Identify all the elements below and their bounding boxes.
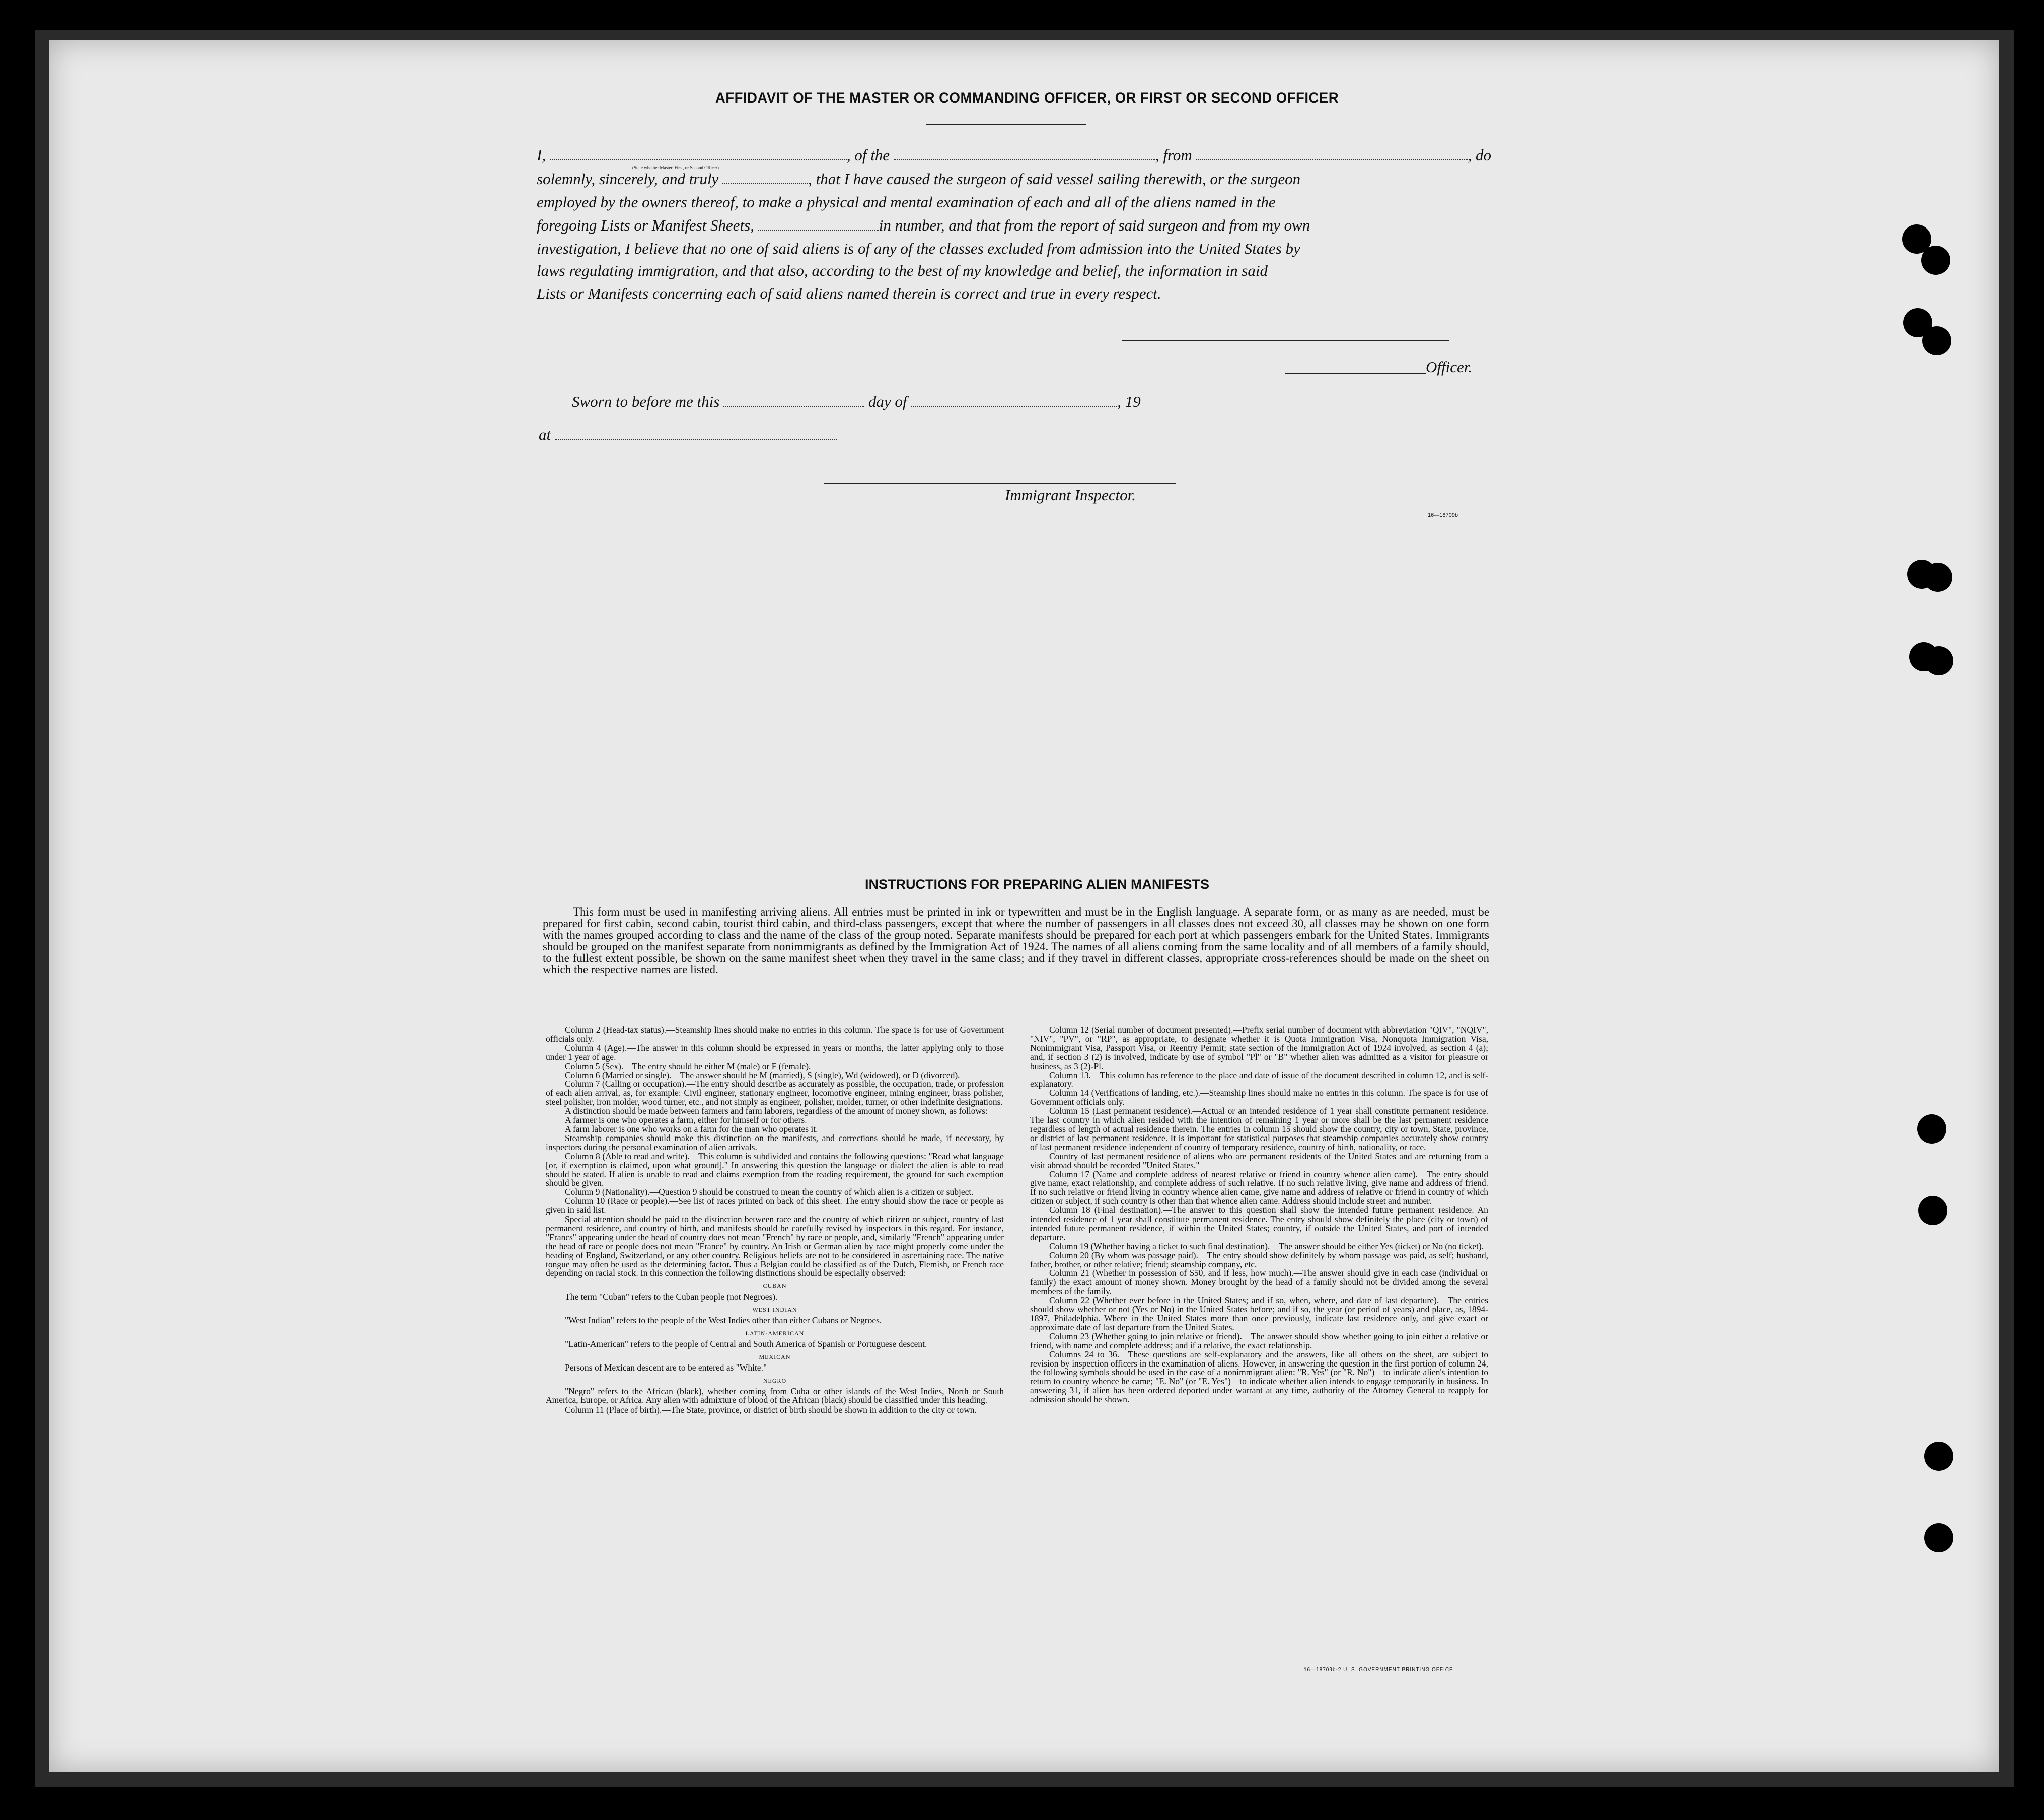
instruction-paragraph: Column 22 (Whether ever before in the United States; and if so, when, where, and date of last departure).—The entries should show whether or not (Yes or No) in the United States before; and if so, the year (or period of years) and place, as, 1894-1897, Philadelphia. Where in the United States more than once previously, indicate last residence only, and give exact or approximate date of last departure from the United States. bbox=[1030, 1295, 1488, 1332]
instruction-paragraph: Column 4 (Age).—The answer in this column should be expressed in years or months, the latter applying only to those under 1 year of age. bbox=[546, 1042, 1004, 1062]
punch-hole bbox=[1924, 646, 1953, 675]
port-from-field[interactable] bbox=[1196, 149, 1468, 160]
instruction-paragraph: Special attention should be paid to the distinction between race and the country of which citizen or subject, country of last permanent residence, and country of birth, and manifests should be carefully revised by inspectors in this regard. For instance, "Francs" appearing under the head of country does not mean "French" by race or people, and, similarly "French" appearing under the head of race or people does not mean "France" by country. An Irish or German alien by race might properly come under the heading of England, Switzerland, or any other country. Religious beliefs are not to be considered in ascertaining race. The native tongue may often be used as the determining factor. Thus a Belgian could be classified as of the Dutch, Flemish, or French race depending on racial stock. In this connection the following distinctions should be especially observed: bbox=[546, 1214, 1004, 1278]
officer-rank-note: (State whether Master, First, or Second Officer) bbox=[632, 165, 719, 170]
sworn-month-field[interactable] bbox=[911, 396, 1117, 407]
punch-hole bbox=[1924, 1442, 1953, 1471]
officer-title-line[interactable] bbox=[1285, 373, 1426, 374]
affidavit-line-1: I, , of the , from , do bbox=[537, 146, 1491, 164]
punch-hole bbox=[1922, 326, 1951, 355]
affidavit-line-5: investigation, I believe that no one of said aliens is of any of the classes excluded from admission into the United States by bbox=[537, 240, 1300, 257]
at-line: at bbox=[539, 426, 837, 444]
race-definition: "West Indian" refers to the people of the West Indies other than either Cubans or Negroes. bbox=[565, 1315, 882, 1326]
affidavit-form-number: 16—18709b bbox=[1428, 512, 1458, 518]
race-heading: NEGRO bbox=[763, 1377, 787, 1384]
affidavit-title: AFFIDAVIT OF THE MASTER OR COMMANDING OFFICER, OR FIRST OR SECOND OFFICER bbox=[715, 90, 1339, 106]
instruction-paragraph: Column 7 (Calling or occupation).—The entry should describe as accurately as possible, the occupation, trade, or profession of each alien arrival, as, for example: Civil engineer, stationary engineer, locomotive engineer, mining engineer, brass polisher, steel polisher, iron molder, wood turner, etc., and not simply as engineer, polisher, molder, turner, or other indefinite designations. bbox=[546, 1079, 1004, 1107]
instruction-paragraph: Country of last permanent residence of aliens who are permanent residents of the United States and are returning from a visit abroad should be recorded "United States." bbox=[1030, 1151, 1488, 1170]
affidavit-line-6: laws regulating immigration, and that also, according to the best of my knowledge and belief, the information in said bbox=[537, 262, 1268, 279]
race-heading: CUBAN bbox=[763, 1282, 787, 1290]
instruction-paragraph: Column 12 (Serial number of document presented).—Prefix serial number of document with abbreviation "QIV", "NQIV", "NIV", "PV", or "RP", as appropriate, to designate whether it is Quota Immigration Visa, Nonquota Immigration Visa, Nonimmigrant Visa, Passport Visa, or Reentry Permit; state section of the Immigration Act of 1924 involved, as section 4 (a); and, if section 3 (2) is involved, indicate by use of symbol "Pl" or "B" whether alien was admitted as a visitor for pleasure or business, as 3 (2)-Pl. bbox=[1030, 1025, 1488, 1071]
sworn-day-field[interactable] bbox=[723, 396, 864, 407]
instructions-intro: This form must be used in manifesting arriving aliens. All entries must be printed in ink or typewritten and must be in the English language. A separate form, or as many as are needed, must be prepared for first cabin, second cabin, tourist third cabin, and third-class passengers, except that where the number of passengers in all classes does not exceed 30, all classes may be shown on one form with the names grouped according to class and the name of the class of the group noted. Separate manifests should be prepared for each port at which passengers embark for the United States. Immigrants should be grouped on the manifest separate from nonimmigrants as defined by the Immigration Act of 1924. The names of all aliens coming from the same locality and of all members of a family should, to the fullest extent possible, be shown on the same manifest sheet when they travel in the same class; and if they travel in different classes, appropriate cross-references should be made on the sheet on which the respective names are listed. bbox=[543, 905, 1489, 976]
sworn-line: Sworn to before me this day of , 19 bbox=[572, 393, 1141, 410]
instructions-title: INSTRUCTIONS FOR PREPARING ALIEN MANIFESTS bbox=[864, 877, 1210, 892]
instruction-paragraph: A distinction should be made between farmers and farm laborers, regardless of the amount of money shown, as follows: bbox=[565, 1106, 988, 1116]
instruction-paragraph: Steamship companies should make this distinction on the manifests, and corrections should be made, if necessary, by inspectors during the personal examination of alien arrivals. bbox=[546, 1132, 1004, 1152]
punch-hole bbox=[1921, 246, 1950, 275]
affidavit-line-7: Lists or Manifests concerning each of said aliens named therein is correct and true in every respect. bbox=[537, 285, 1161, 302]
sworn-place-field[interactable] bbox=[555, 429, 837, 440]
instruction-paragraph: Column 19 (Whether having a ticket to such final destination).—The answer should be either Yes (ticket) or No (no ticket). bbox=[1049, 1241, 1484, 1251]
affidavit-line-4: foregoing Lists or Manifest Sheets, in number, and that from the report of said surgeon and from my own bbox=[537, 216, 1310, 234]
sheets-count-field[interactable] bbox=[758, 219, 879, 231]
vessel-name-field[interactable] bbox=[894, 149, 1155, 160]
instruction-paragraph: Column 2 (Head-tax status).—Steamship lines should make no entries in this column. The space is for use of Government officials only. bbox=[546, 1025, 1004, 1044]
instruction-paragraph: A farm laborer is one who works on a farm for the man who operates it. bbox=[565, 1123, 818, 1134]
instructions-left-column bbox=[546, 1026, 1004, 1415]
instruction-paragraph: Column 14 (Verifications of landing, etc.).—Steamship lines should make no entries in this column. The space is for use of Government officials only. bbox=[1030, 1088, 1488, 1107]
instructions-right-column bbox=[1030, 1026, 1488, 1404]
instruction-paragraph: Column 15 (Last permanent residence).—Actual or an intended residence of 1 year shall constitute permanent residence. The last country in which alien resided with the intention of remaining 1 year or more shall be the last permanent residence regardless of length of actual residence therein. The entries in column 15 should show the country, city or town, State, province, or district of last permanent residence. It is important for statistical purposes that steamship companies accurately show country of last permanent residence independent of country of temporary residence, country of birth, nationality, or race. bbox=[1030, 1106, 1488, 1152]
race-definition: Persons of Mexican descent are to be entered as "White." bbox=[565, 1362, 767, 1373]
instruction-paragraph: Column 23 (Whether going to join relative or friend).—The answer should show whether going to join either a relative or friend, with name and complete address; and if a relative, the exact relationship. bbox=[1030, 1331, 1488, 1350]
instruction-paragraph: Column 21 (Whether in possession of $50, and if less, how much).—The answer should give in each case (individual or family) the exact amount of money shown. Money brought by the head of a family should not be divided among the several members of the family. bbox=[1030, 1268, 1488, 1297]
instruction-paragraph: Column 6 (Married or single).—The answer should be M (married), S (single), Wd (widowed), or D (divorced). bbox=[565, 1070, 960, 1080]
punch-hole bbox=[1918, 1196, 1947, 1225]
officer-label: Officer. bbox=[1426, 358, 1473, 376]
instruction-paragraph: Column 5 (Sex).—The entry should be either M (male) or F (female). bbox=[565, 1060, 811, 1071]
race-definition: The term "Cuban" refers to the Cuban people (not Negroes). bbox=[565, 1292, 778, 1302]
race-heading: LATIN-AMERICAN bbox=[745, 1330, 805, 1337]
race-heading: WEST INDIAN bbox=[752, 1306, 797, 1314]
race-definition: "Latin-American" refers to the people of Central and South America of Spanish or Portuguese descent. bbox=[565, 1338, 927, 1349]
instruction-paragraph: Column 9 (Nationality).—Question 9 should be construed to mean the country of which alien is a citizen or subject. bbox=[565, 1187, 974, 1197]
inspector-signature-line[interactable] bbox=[824, 483, 1176, 484]
title-rule bbox=[926, 124, 1086, 125]
affidavit-line-2: solemnly, sincerely, and truly , that I have caused the surgeon of said vessel sailing therewith, or the surgeon bbox=[537, 170, 1301, 188]
printing-office-footer: 16—18709b-2 U. S. GOVERNMENT PRINTING OFFICE bbox=[1304, 1667, 1453, 1673]
inspector-label: Immigrant Inspector. bbox=[1005, 486, 1136, 504]
officer-signature-line[interactable] bbox=[1122, 340, 1449, 341]
instruction-paragraph: Column 18 (Final destination).—The answer to this question shall show the intended future permanent residence. An intended residence of 1 year shall constitute permanent residence. The entry should show definitely the place (city or town) of intended future permanent residence, if within the United States; country, if outside the United States, and port of intended departure. bbox=[1030, 1205, 1488, 1242]
race-heading: MEXICAN bbox=[759, 1353, 791, 1360]
instruction-paragraph: Column 10 (Race or people).—See list of races printed on back of this sheet. The entry should show the race or people as given in said list. bbox=[546, 1196, 1004, 1216]
officer-rank-field[interactable] bbox=[550, 149, 847, 160]
instruction-paragraph: Column 11 (Place of birth).—The State, province, or district of birth should be shown in addition to the city or town. bbox=[565, 1405, 977, 1415]
instruction-paragraph: Columns 24 to 36.—These questions are self-explanatory and the answers, like all others on the sheet, are subject to revision by inspection officers in the examination of aliens. However, in answering the question in the first portion of column 24, the following symbols should be used in the case of a nonimmigrant alien: "R. Yes" (or "R. No")—to indicate alien's intention to return to country whence he came; "E. No" (or "E. Yes")—to indicate whether alien intends to engage temporarily in business. In answering 31, if alien has been ordered deported under warrant at any time, authority of the Attorney General to reapply for admission should be shown. bbox=[1030, 1349, 1488, 1405]
instruction-paragraph: Column 8 (Able to read and write).—This column is subdivided and contains the following questions: "Read what language [or, if exemption is claimed, upon what ground]." In answering this question the language or dialect the alien is able to read should be stated. If alien is unable to read and claims exemption from the reading requirement, the ground for such exemption should be given. bbox=[546, 1151, 1004, 1188]
affidavit-line-3: employed by the owners thereof, to make a physical and mental examination of each and all of the aliens named in the bbox=[537, 193, 1276, 211]
punch-hole bbox=[1923, 563, 1952, 592]
punch-hole bbox=[1917, 1114, 1946, 1144]
instruction-paragraph: Column 13.—This column has reference to the place and date of issue of the document described in column 12, and is self-explanatory. bbox=[1030, 1070, 1488, 1089]
punch-hole bbox=[1924, 1523, 1953, 1552]
instruction-paragraph: Column 20 (By whom was passage paid).—The entry should show definitely by whom passage was paid, as self; husband, father, brother, or other relative; friend; steamship company, etc. bbox=[1030, 1250, 1488, 1269]
blank-field[interactable] bbox=[722, 173, 808, 184]
race-definition: "Negro" refers to the African (black), whether coming from Cuba or other islands of the West Indies, North or South America, Europe, or Africa. Any alien with admixture of blood of the African (black) should be classified under this heading. bbox=[546, 1386, 1004, 1405]
instruction-paragraph: Column 17 (Name and complete address of nearest relative or friend in country whence alien came).—The entry should give name, exact relationship, and complete address of such relative. If no such relative living, give name and address of friend. If no such relative or friend living in country whence alien came, give name and address of relative or friend in country of which citizen or subject, if such country is other than that whence alien came. Address should include street and number. bbox=[1030, 1169, 1488, 1206]
instruction-paragraph: A farmer is one who operates a farm, either for himself or for others. bbox=[565, 1115, 807, 1125]
